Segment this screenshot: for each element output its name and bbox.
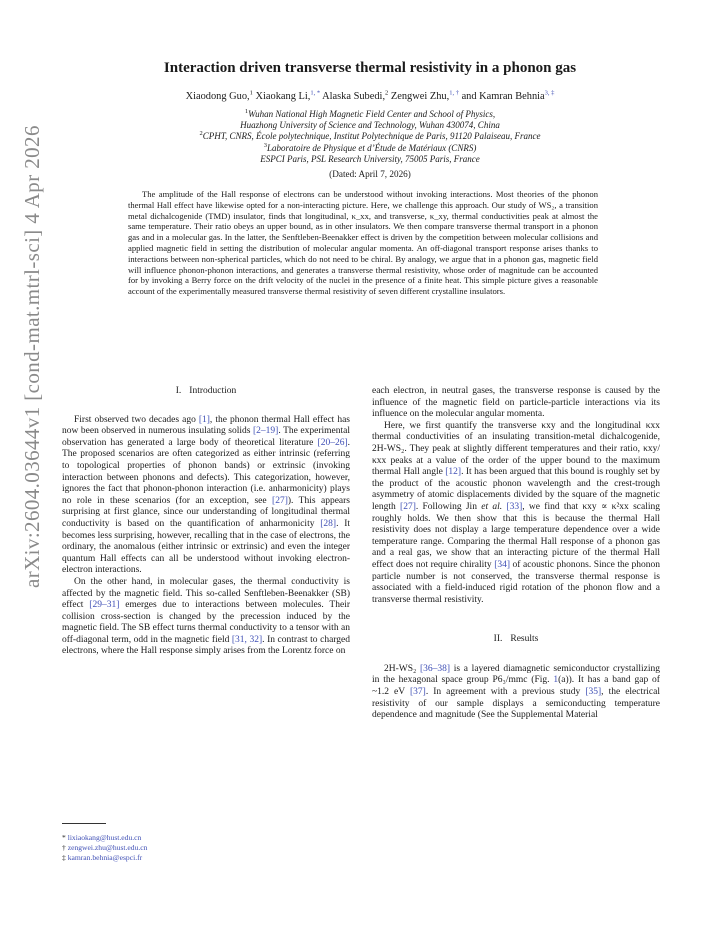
citation-link[interactable]: [12] [445,467,462,478]
affiliation-line: Huazhong University of Science and Technology, Wuhan 430074, China [240,120,500,131]
paper-title: Interaction driven transverse thermal resistivity in a phonon gas [163,60,577,76]
citation-link[interactable]: [2–19] [253,426,279,437]
date-line: (Dated: April 7, 2026) [329,169,411,179]
footnote-rule [62,823,106,824]
email-link[interactable]: zengwei.zhu@hust.edu.cn [67,843,148,853]
abstract: The amplitude of the Hall response of electrons can be understood without invoking interactions. Most theories of the phonon thermal Hall effect have likewise opted for a non-interacting picture. Here, we challenge this approach. Our study of WS₂, a transition metal dichalcogenide (TMD) insulator, finds that longitudinal, κ_xx, and transverse, κ_xy, thermal conductivities peak at almost the same temperature. Their ratio obeys an upper bound, as in other insulators. We then compare transverse thermal transport in a phonon gas and in a molecular gas. In the latter, the Senftleben-Beenakker effect is driven by the competition between molecular collisions and applied magnetic field in setting the distribution of molecular angular momenta. An off-diagonal transport response arises thanks to interactions between non-spherical particles, which do not need to be chiral. By analogy, we argue that in a phonon gas, magnetic field will influence phonon-phonon interactions, and generates a transverse thermal resistivity, whose order of magnitude can be accounted for by invoking a Berry force on the drift velocity of the nuclei in the presence of a finite heat. This simple picture gives a reasonable account of the experimentally measured transverse thermal resistivity of seven different crystalline insulators. [128,189,598,297]
author-affil-mark[interactable]: 1, † [449,89,459,97]
intro-paragraph-2: On the other hand, in molecular gases, the thermal conductivity is affected by the magnetic field. This so-called Senftleben-Beenakker (SB) effect [29–31] emerges due to interactions between molecules. Their collision cross-section is changed by the precession induced by the magnetic field. The SB effect turns thermal conductivity to a tensor with an off-diagonal term, odd in the magnetic field [31, 32]. In contrast to charged electrons, where the Hall response simply arises from the Lorentz force on [62,576,350,657]
section-heading-introduction: I. Introduction [175,386,237,396]
citation-link[interactable]: [37] [410,687,426,698]
author-affil-mark[interactable]: 3, ‡ [544,89,555,97]
affiliation-line: $^2$CPHT, CNRS, École polytechnique, Institut Polytechnique de Paris, 91120 Palaiseau, France [199,130,541,142]
affiliation-line: $^1$Wuhan National High Magnetic Field Center and School of Physics, [244,108,496,119]
left-column [62,386,350,658]
author: and Kamran Behnia [461,91,545,102]
citation-link[interactable]: [1] [198,414,210,425]
citation-link[interactable]: [36–38] [420,663,451,674]
section-heading-results: II. Results [493,634,539,645]
citation-link[interactable]: [27] [272,495,288,506]
affiliation-line: ESPCI Paris, PSL Research University, 75005 Paris, France [260,153,480,164]
citation-link[interactable]: [31, 32] [231,634,263,645]
right-paragraph-2: Here, we first quantify the transverse κxy and the longitudinal κxx thermal conductivities of an insulating transition-metal dichalcogenide, 2H-WS₂. They peak at slightly different temperatures and their ratio, κxy/κxx peaks at a value of the order of the upper bound to the maximum thermal Hall angle [12]. It has been argued that this bound is roughly set by the product of the acoustic phonon wavelength and the crest-trough asymmetry of atomic displacements divided by the square of the magnetic length [27]. Following Jin et al. [33], we find that κxy ∝ κ²xx scaling roughly holds. We then show that this is because the thermal Hall resistivity does not display a large temperature dependence over a wide temperature range. Comparing the thermal Hall response of a phonon gas and a real gas, we show that an interacting picture of the thermal Hall effect does not require chirality [34] of acoustic phonons. Since the phonon particle number is not conserved, the transverse thermal response is associated with a field-induced rigid rotation of the phonon flow and a transverse thermal resistivity. [372,420,661,605]
citation-link[interactable]: [35] [585,687,602,698]
citation-link[interactable]: [34] [494,559,511,570]
citation-link[interactable]: [27] [400,501,416,512]
author: Xiaodong Guo, [185,91,250,102]
email-link[interactable]: kamran.behnia@espci.fr [67,853,143,863]
footnote: * lixiaokang@hust.edu.cn [62,833,142,842]
author-affil-mark[interactable]: 1, * [310,89,321,97]
right-paragraph-1: each electron, in neutral gases, the transverse response is caused by the influence of the magnetic field on particle-particle interactions via its influence on the molecular angular momenta. [372,386,660,420]
footnote: ‡ kamran.behnia@espci.fr [62,853,143,863]
citation-link[interactable]: [20–26] [317,437,348,448]
author: Alaska Subedi, [322,91,386,102]
results-paragraph-1: 2H-WS₂ [36–38] is a layered diamagnetic semiconductor crystallizing in the hexagonal space group P6₃/mmc (Fig. 1(a)). It has a band gap of ~1.2 eV [37]. In agreement with a previous study [35], the electrical resistivity of our sample displays a semiconducting temperature dependence and magnitude (See the Supplemental Material [372,663,661,721]
author-list [60,91,680,102]
citation-link[interactable]: [33] [506,501,523,512]
affiliations [60,109,680,165]
author: Xiaokang Li, [255,91,311,102]
affiliation-line: $^3$Laboratoire de Physique et d’Étude de Matériaux (CNRS) [263,141,477,153]
author-affil-mark: 2 [385,89,389,97]
author: Zengwei Zhu, [390,91,450,102]
citation-link[interactable]: [29–31] [89,600,120,611]
arxiv-identifier: arXiv:2604.03644v1 [cond-mat.mtrl-sci] 4 Apr 2026 [20,125,44,588]
figure-link[interactable]: 1 [553,675,559,686]
footnote: † zengwei.zhu@hust.edu.cn [62,843,148,853]
footnotes [62,833,147,864]
email-link[interactable]: lixiaokang@hust.edu.cn [67,833,142,842]
author-affil-mark: 1 [249,89,253,97]
right-column [372,386,660,722]
intro-paragraph-1: First observed two decades ago [1], the phonon thermal Hall effect has now been observed in numerous insulating solids [2–19]. The experimental observation has generated a large body of theoretical literature [20–26]. The proposed scenarios are often categorized as either intrinsic (referring to topological properties of phonon bands) or extrinsic (invoking interaction between phonons and defects). This categorization, however, ignores the fact that phonon-phonon interaction (i.e. anharmonicity) plays no role in these scenarios (for an exception, see [27]). This appears surprising at first glance, since our understanding of longitudinal thermal conductivity is based on the quantification of anharmonicity [28]. It becomes less surprising, however, recalling that in the case of electrons, the ordinary, the anomalous (either intrinsic or extrinsic) and even the integer quantum Hall effects can all be understood without invoking electron-electron interactions. [62,414,351,576]
citation-link[interactable]: [28] [320,518,337,529]
